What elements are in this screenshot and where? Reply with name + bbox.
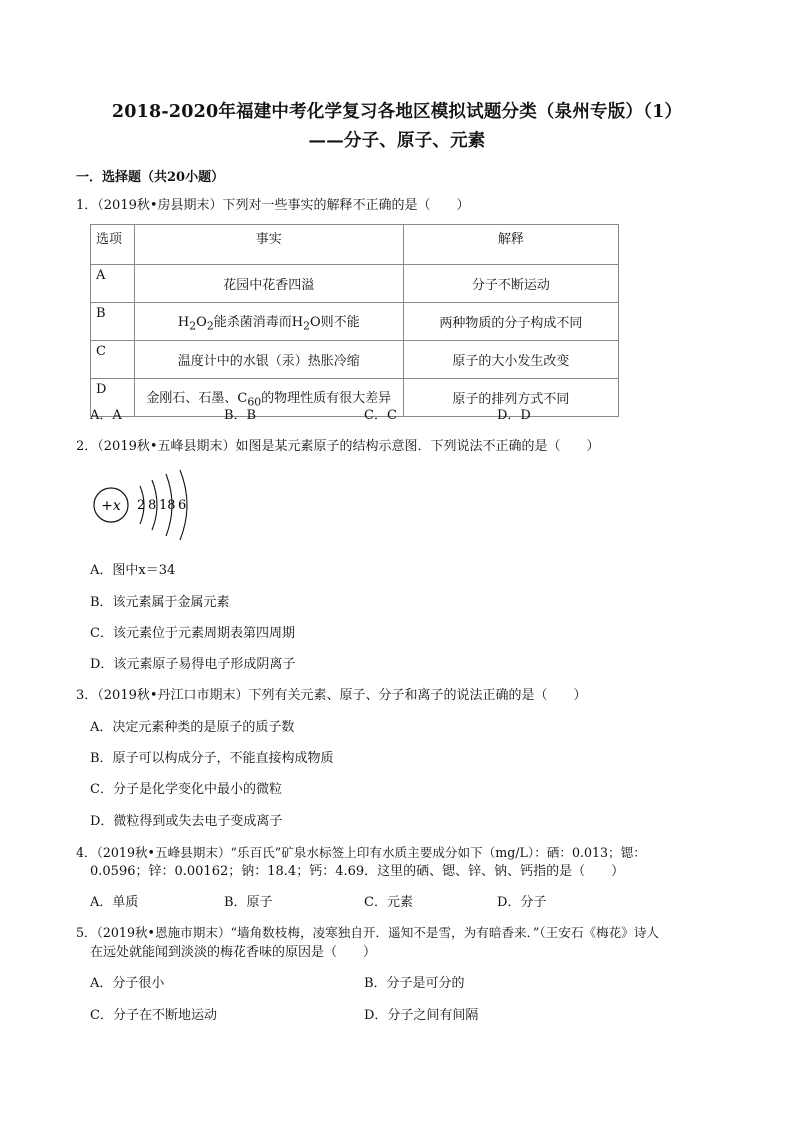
q3-option-b: B．原子可以构成分子，不能直接构成物质 xyxy=(90,751,334,766)
q1-option-a: A．A xyxy=(90,408,122,423)
q2-option-a: A．图中x＝34 xyxy=(90,563,176,578)
shell-electrons-4: 6 xyxy=(178,498,187,513)
nucleus-charge: +x xyxy=(101,498,121,514)
table-row xyxy=(91,303,619,341)
row-fact: 温度计中的水银（汞）热胀冷缩 xyxy=(134,341,403,379)
header-explanation: 解释 xyxy=(403,225,618,265)
header-option: 选项 xyxy=(91,225,135,265)
atom-structure-diagram xyxy=(92,468,202,548)
q4-option-a: A．单质 xyxy=(90,895,139,910)
q2-option-d: D．该元素原子易得电子形成阴离子 xyxy=(90,657,296,672)
row-fact: 花园中花香四溢 xyxy=(134,265,403,303)
q1-option-d: D．D xyxy=(497,408,531,423)
q5-option-b: B．分子是可分的 xyxy=(364,976,465,991)
table-header-row xyxy=(91,225,619,265)
q5-option-c: C．分子在不断地运动 xyxy=(90,1008,217,1023)
shell-electrons-3: 18 xyxy=(159,498,176,513)
q3-option-c: C．分子是化学变化中最小的微粒 xyxy=(90,782,282,797)
row-option: A xyxy=(91,265,135,303)
q2-stem: 2．（2019秋•五峰县期末）如图是某元素原子的结构示意图．下列说法不正确的是（ ） xyxy=(76,439,600,454)
row-explanation: 两种物质的分子构成不同 xyxy=(403,303,618,341)
q1-facts-table xyxy=(90,224,619,417)
row-option: C xyxy=(91,341,135,379)
q5-option-a: A．分子很小 xyxy=(90,976,165,991)
q4-stem-line1: 4．（2019秋•五峰县期末）“乐百氏”矿泉水标签上印有水质主要成分如下（mg/L）：硒：0.013；锶： xyxy=(76,845,646,860)
row-option: D xyxy=(91,379,135,417)
row-fact: 金刚石、石墨、$C_{60}$的物理性质有很大差异 xyxy=(134,379,403,417)
q1-option-b: B．B xyxy=(224,408,257,423)
q2-option-b: B．该元素属于金属元素 xyxy=(90,595,230,610)
q3-option-a: A．决定元素种类的是原子的质子数 xyxy=(90,720,295,735)
q4-option-c: C．元素 xyxy=(364,895,413,910)
q2-option-c: C．该元素位于元素周期表第四周期 xyxy=(90,626,295,641)
q4-option-d: D．分子 xyxy=(497,895,547,910)
q5-stem-line1: 5．（2019秋•恩施市期末）“墙角数枝梅，凌寒独自开．遥知不是雪，为有暗香来．”（王安石《梅花》诗人 xyxy=(76,925,659,940)
table-row xyxy=(91,379,619,417)
row-explanation: 原子的大小发生改变 xyxy=(403,341,618,379)
row-option: B xyxy=(91,303,135,341)
row-fact: $H_2O_2$能杀菌消毒而$H_2O$则不能 xyxy=(134,303,403,341)
q3-option-d: D．微粒得到或失去电子变成离子 xyxy=(90,814,283,829)
table-row xyxy=(91,265,619,303)
shell-electrons-1: 2 xyxy=(137,498,146,513)
section-heading: 一．选择题（共20小题） xyxy=(76,170,225,185)
shell-electrons-2: 8 xyxy=(148,498,157,513)
q5-stem-line2: 在远处就能闻到淡淡的梅花香味的原因是（ ） xyxy=(90,945,377,960)
q1-option-c: C．C xyxy=(364,408,397,423)
document-title-line2: ——分子、原子、元素 xyxy=(308,131,486,151)
q1-stem: 1．（2019秋•房县期末）下列对一些事实的解释不正确的是（ ） xyxy=(76,198,470,213)
q4-stem-line2: 0.0596；锌：0.00162；钠：18.4；钙：4.69．这里的硒、锶、锌、钠、钙指的是（ ） xyxy=(90,864,625,879)
q5-option-d: D．分子之间有间隔 xyxy=(364,1008,479,1023)
header-fact: 事实 xyxy=(134,225,403,265)
q4-option-b: B．原子 xyxy=(224,895,273,910)
row-explanation: 原子的排列方式不同 xyxy=(403,379,618,417)
q3-stem: 3．（2019秋•丹江口市期末）下列有关元素、原子、分子和离子的说法正确的是（ ） xyxy=(76,688,587,703)
table-row xyxy=(91,341,619,379)
row-explanation: 分子不断运动 xyxy=(403,265,618,303)
document-title-line1: 2018-2020年福建中考化学复习各地区模拟试题分类（泉州专版）（1） xyxy=(111,102,683,122)
